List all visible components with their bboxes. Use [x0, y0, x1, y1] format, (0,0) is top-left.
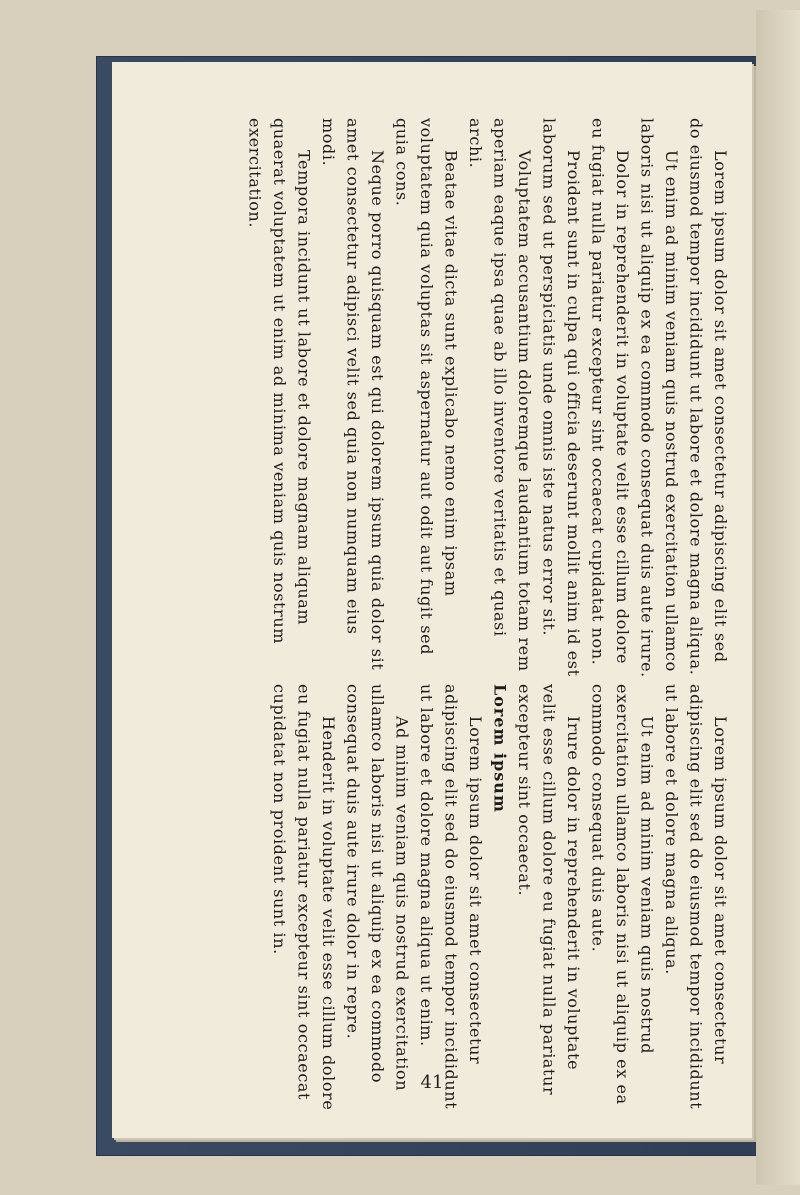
page-number: 41	[420, 1072, 444, 1093]
paragraph: Dolor in reprehenderit in voluptate velit esse cillum dolore eu fugiat nulla pariatur excepteur sint occaecat cupidatat non.	[588, 118, 632, 666]
adjacent-page-edge	[756, 10, 800, 1185]
paragraph: Lorem ipsum dolor sit amet consectetur adipiscing elit sed do eiusmod tempor incididunt ut labore et dolore magna aliqua.	[662, 684, 730, 1110]
section-heading: Lorem ipsum	[490, 684, 510, 813]
paragraph: Ut enim ad minim veniam quis nostrud exercitation ullamco laboris nisi ut aliquip ex ea commodo consequat duis aute.	[588, 684, 657, 1105]
paragraph: Lorem ipsum dolor sit amet consectetur adipiscing elit sed do eiusmod tempor incididunt ut labore et dolore magna aliqua.	[686, 118, 730, 676]
paragraph: Neque porro quisquam est qui dolorem ipsum quia dolor sit amet consectetur adipisci velit sed quia non numquam eius modi.	[319, 118, 387, 671]
paragraph: Voluptatem accusantium doloremque laudantium totam rem aperiam eaque ipsa quae ab illo inventore veritatis et quasi archi.	[466, 118, 534, 672]
paragraph: Proident sunt in culpa qui officia deserunt mollit anim id est laborum sed ut perspiciatis unde omnis iste natus error sit.	[539, 118, 583, 677]
paragraph: Tempora incidunt ut labore et dolore magnam aliquam quaerat voluptatem ut enim ad minima veniam quis nostrum exercitation.	[245, 118, 314, 645]
upper-text-section	[132, 118, 732, 686]
paragraph: Lorem ipsum dolor sit amet consectetur adipiscing elit sed do eiusmod tempor incididunt ut labore et dolore magna aliqua ut enim.	[417, 684, 485, 1110]
paragraph: Irure dolor in reprehenderit in voluptate velit esse cillum dolore eu fugiat nulla pariatur excepteur sint occaecat.	[515, 684, 583, 1096]
paragraph: Ad minim veniam quis nostrud exercitation ullamco laboris nisi ut aliquip ex ea commodo consequat duis aute irure dolor in repre.	[343, 684, 412, 1092]
paragraph: Beatae vitae dicta sunt explicabo nemo enim ipsam voluptatem quia voluptas sit aspernatur aut odit aut fugit sed quia cons.	[392, 118, 461, 656]
book-page	[112, 62, 752, 1138]
paragraph: Ut enim ad minim veniam quis nostrud exercitation ullamco laboris nisi ut aliquip ex ea commodo consequat duis aute irure.	[637, 118, 681, 678]
lower-text-section	[132, 684, 732, 1114]
paragraph: Henderit in voluptate velit esse cillum dolore eu fugiat nulla pariatur excepteur sint occaecat cupidatat non proident sunt in.	[270, 684, 338, 1111]
